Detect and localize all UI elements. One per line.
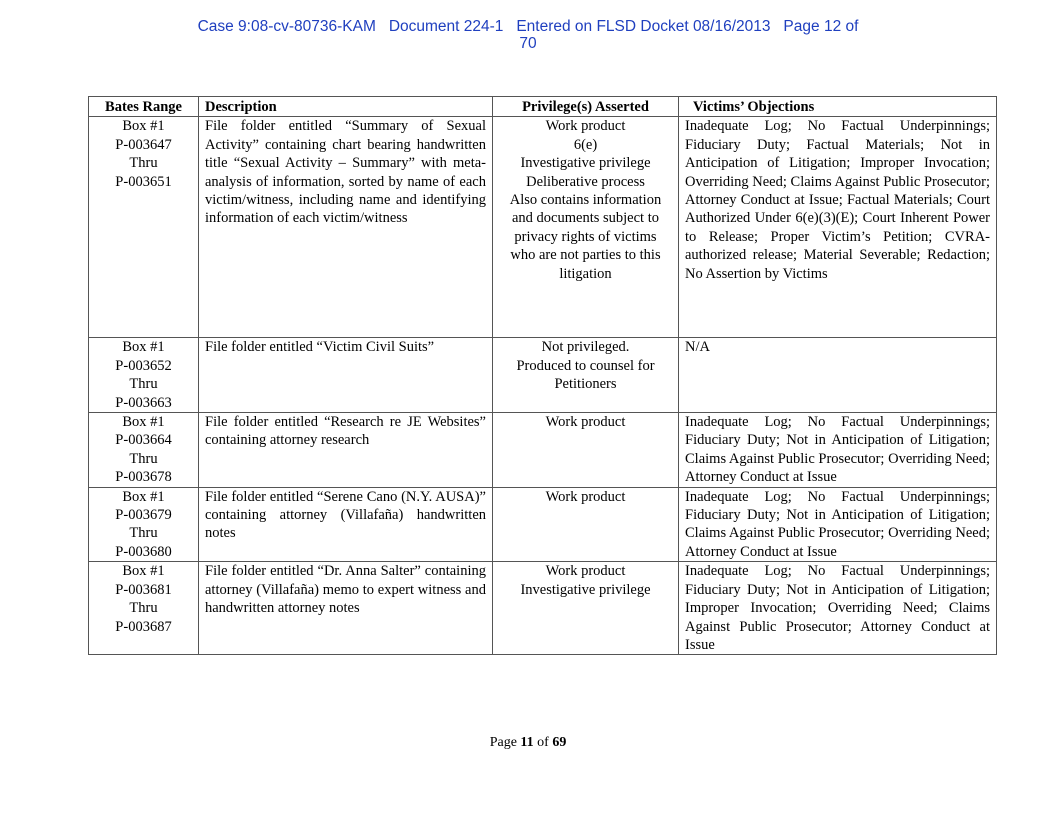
objections-cell: Inadequate Log; No Factual Underpinnings; Fiduciary Duty; Not in Anticipation of Litigation; Improper Invocation; Overriding Need; Claims Against Public Prosecutor; Attorney Conduct at Issue (679, 562, 997, 655)
bates-line: Thru (129, 155, 158, 172)
privilege-line: privacy rights of victims (514, 228, 657, 245)
privilege-line: Not privileged. (541, 339, 630, 356)
privilege-line: Petitioners (554, 376, 617, 393)
bates-line: Box #1 (122, 118, 165, 135)
table-row (89, 338, 997, 413)
page-total: 69 (552, 735, 567, 750)
bates-line: Thru (129, 600, 158, 617)
bates-line: P-003679 (115, 507, 172, 524)
description-cell: File folder entitled “Dr. Anna Salter” containing attorney (Villafaña) memo to expert witness and handwritten attorney notes (199, 562, 493, 655)
privilege-cell (493, 413, 679, 488)
bates-line: P-003680 (115, 543, 172, 560)
objections-cell: Inadequate Log; No Factual Underpinnings; Fiduciary Duty; Not in Anticipation of Litigation; Claims Against Public Prosecutor; Overriding Need; Attorney Conduct at Issue (679, 413, 997, 488)
page-label: Page (489, 735, 517, 750)
privilege-line: Work product (545, 488, 626, 505)
privilege-cell (493, 487, 679, 562)
description-cell: File folder entitled “Research re JE Websites” containing attorney research (199, 413, 493, 488)
column-header-privileges: Privilege(s) Asserted (493, 97, 679, 117)
column-header-bates-range: Bates Range (89, 97, 199, 117)
bates-line: Box #1 (122, 563, 165, 580)
objections-cell: Inadequate Log; No Factual Underpinnings; Fiduciary Duty; Factual Materials; Not in Anticipation of Litigation; Improper Invocation; Overriding Need; Claims Against Public Prosecutor; Attorney Conduct at Issue; Factual Materials; Court Authorized Under 6(e)(3)(E); Court Inherent Power to Release; Proper Victim’s Petition; CVRA-authorized release; Material Severable; Redaction; No Assertion by Victims (679, 117, 997, 338)
bates-line: Box #1 (122, 488, 165, 505)
bates-line: P-003647 (115, 136, 172, 153)
objections-cell: N/A (679, 338, 997, 413)
privilege-line: Produced to counsel for (516, 357, 655, 374)
bates-range-cell (89, 413, 199, 488)
bates-line: Thru (129, 450, 158, 467)
bates-line: P-003678 (115, 469, 172, 486)
table-row (89, 487, 997, 562)
bates-line: Thru (129, 376, 158, 393)
description-cell: File folder entitled “Summary of Sexual Activity” containing chart bearing handwritten title “Sexual Activity – Summary” with meta-analysis of information, sorted by name of each victim/witness, including name and identifying information of each victim/witness (199, 117, 493, 338)
column-header-description: Description (199, 97, 493, 117)
page-of: of (537, 735, 549, 750)
privilege-line: litigation (559, 265, 612, 282)
privilege-line: Investigative privilege (520, 155, 651, 172)
privilege-line: Deliberative process (526, 173, 645, 190)
privilege-line: Work product (545, 414, 626, 431)
table-row (89, 117, 997, 338)
page-footer (0, 735, 1056, 751)
privilege-line: Also contains information (509, 192, 662, 209)
privilege-cell (493, 562, 679, 655)
bates-line: P-003651 (115, 173, 172, 190)
description-cell: File folder entitled “Serene Cano (N.Y. AUSA)” containing attorney (Villafaña) handwritten notes (199, 487, 493, 562)
table-row (89, 413, 997, 488)
privilege-line: Investigative privilege (520, 581, 651, 598)
case-header-line-2: 70 (519, 35, 537, 52)
table-header-row (89, 97, 997, 117)
privilege-line: Work product (545, 563, 626, 580)
bates-line: Thru (129, 525, 158, 542)
case-header-line-1: Case 9:08-cv-80736-KAM Document 224-1 Entered on FLSD Docket 08/16/2013 Page 12 of (197, 18, 859, 35)
bates-range-cell (89, 338, 199, 413)
bates-line: P-003663 (115, 394, 172, 411)
objections-cell: Inadequate Log; No Factual Underpinnings; Fiduciary Duty; Not in Anticipation of Litigation; Claims Against Public Prosecutor; Overriding Need; Attorney Conduct at Issue (679, 487, 997, 562)
description-cell: File folder entitled “Victim Civil Suits” (199, 338, 493, 413)
bates-line: P-003681 (115, 581, 172, 598)
bates-line: P-003687 (115, 618, 172, 635)
bates-line: P-003652 (115, 357, 172, 374)
bates-line: P-003664 (115, 432, 172, 449)
privilege-line: who are not parties to this (510, 247, 661, 264)
page-current: 11 (520, 735, 534, 750)
bates-range-cell (89, 562, 199, 655)
privilege-line: and documents subject to (512, 210, 659, 227)
case-header (0, 18, 1056, 52)
column-header-victims-objections: Victims’ Objections (679, 97, 997, 117)
privilege-line: Work product (545, 118, 626, 135)
bates-line: Box #1 (122, 339, 165, 356)
privilege-log-table (88, 96, 997, 655)
bates-range-cell (89, 117, 199, 338)
bates-line: Box #1 (122, 414, 165, 431)
privilege-line: 6(e) (573, 136, 598, 153)
bates-range-cell (89, 487, 199, 562)
privilege-cell (493, 338, 679, 413)
table-row (89, 562, 997, 655)
privilege-cell (493, 117, 679, 338)
